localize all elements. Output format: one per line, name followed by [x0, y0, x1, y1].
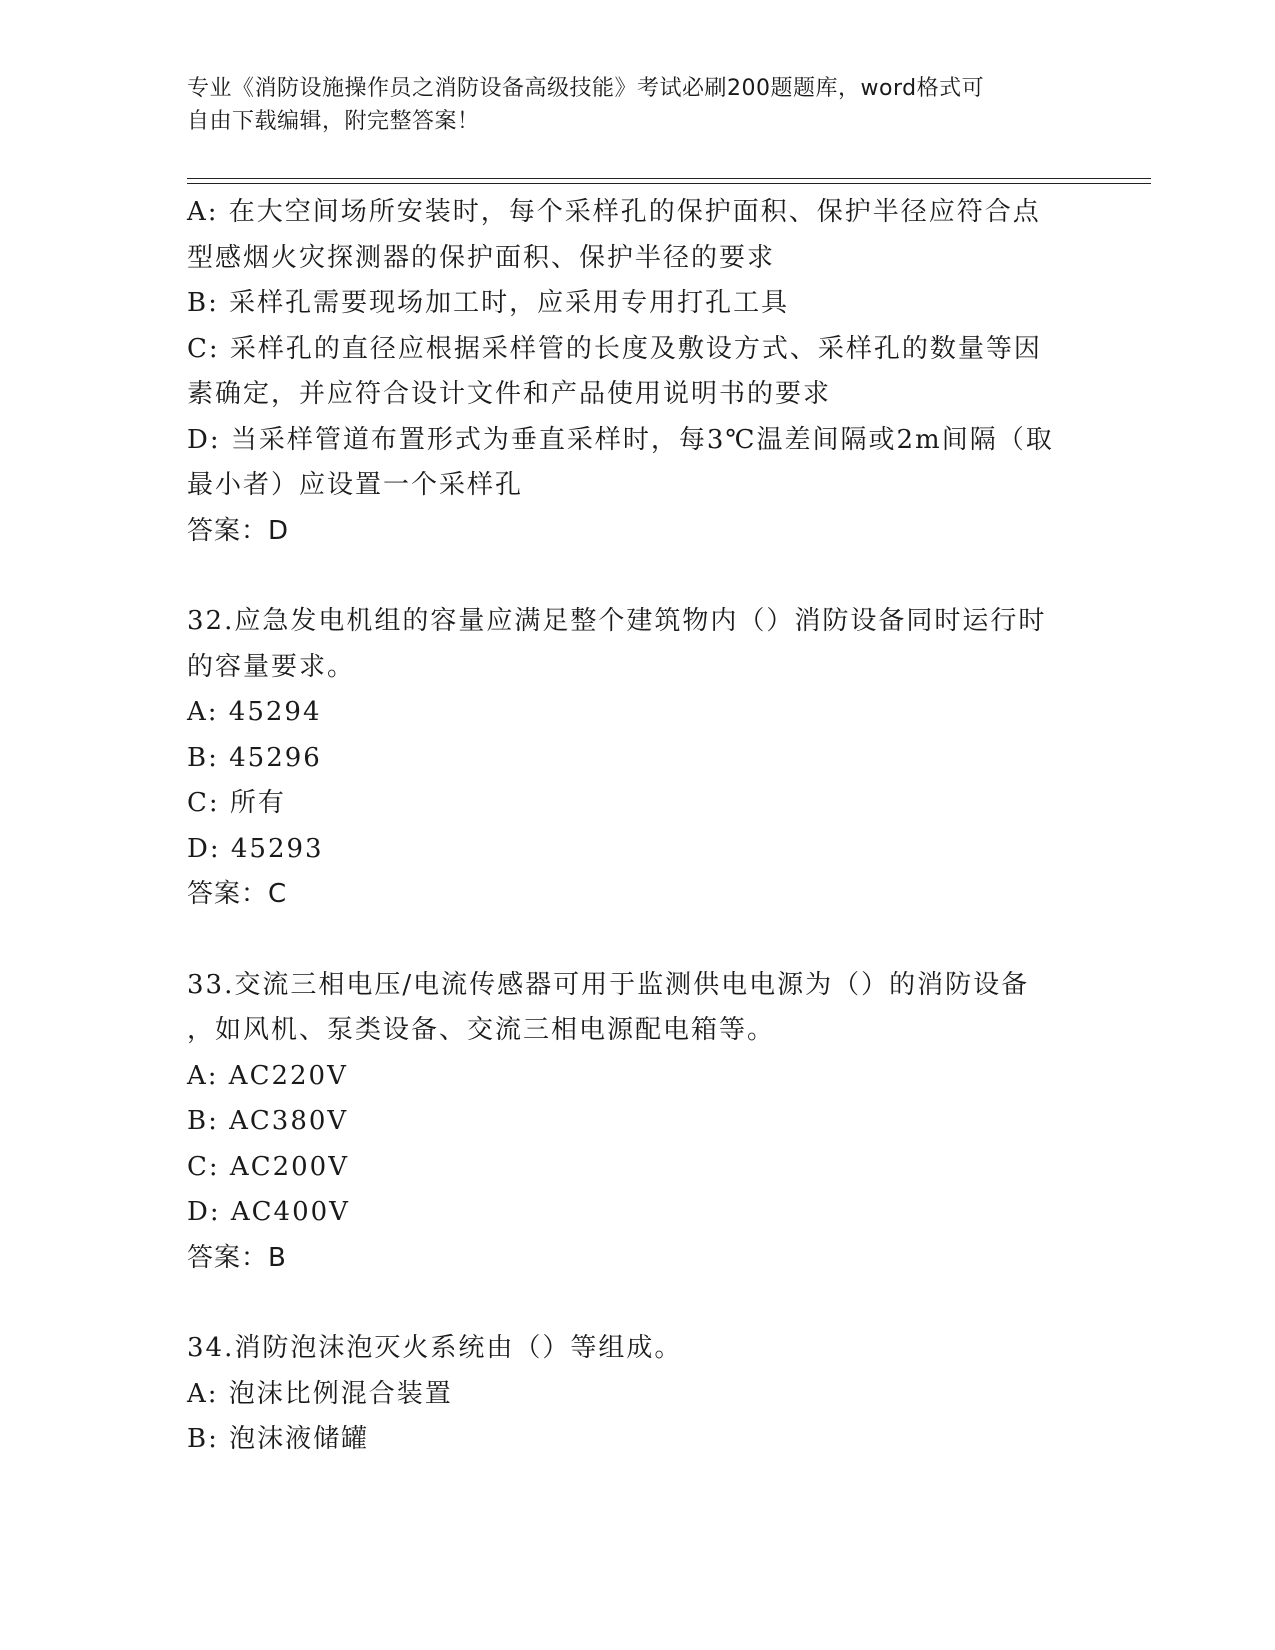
- answer-line: 答案：C: [187, 879, 288, 909]
- option-line: 最小者）应设置一个采样孔: [187, 470, 524, 500]
- question-content: [187, 190, 1087, 1463]
- header-line-2: 自由下载编辑，附完整答案！: [187, 109, 480, 134]
- option-line: D: AC400V: [187, 1197, 350, 1227]
- header-divider-bottom: [187, 183, 1151, 184]
- option-line: A: AC220V: [187, 1060, 348, 1091]
- answer-line: 答案：B: [187, 1242, 287, 1273]
- header-line-1: 专业《消防设施操作员之消防设备高级技能》考试必刷200题题库，word格式可: [187, 76, 985, 101]
- option-line: C: 采样孔的直径应根据采样管的长度及敷设方式、采样孔的数量等因: [187, 333, 1042, 364]
- option-line: C: AC200V: [187, 1151, 349, 1182]
- question-31: [187, 190, 1087, 554]
- option-line: B: 泡沫液储罐: [187, 1424, 370, 1454]
- question-32: [187, 599, 1087, 918]
- option-line: A: 在大空间场所安装时，每个采样孔的保护面积、保护半径应符合点: [187, 197, 1041, 227]
- question-stem: 的容量要求。: [187, 651, 356, 682]
- question-stem: 33.交流三相电压/电流传感器可用于监测供电电源为（）的消防设备: [187, 969, 1030, 1000]
- option-line: A: 45294: [187, 697, 322, 727]
- answer-line: 答案：D: [187, 515, 290, 546]
- question-stem: 32.应急发电机组的容量应满足整个建筑物内（）消防设备同时运行时: [187, 606, 1047, 636]
- option-line: D: 当采样管道布置形式为垂直采样时，每3℃温差间隔或2m间隔（取: [187, 424, 1054, 455]
- question-stem: ，如风机、泵类设备、交流三相电源配电箱等。: [187, 1015, 776, 1045]
- option-line: 型感烟火灾探测器的保护面积、保护半径的要求: [187, 242, 776, 273]
- question-34: [187, 1326, 1087, 1463]
- question-33: [187, 963, 1087, 1282]
- option-line: C: 所有: [187, 788, 286, 818]
- option-line: B: 45296: [187, 742, 322, 773]
- option-line: B: AC380V: [187, 1106, 349, 1136]
- option-line: A: 泡沫比例混合装置: [187, 1378, 453, 1409]
- header-divider-top: [187, 178, 1151, 179]
- question-stem: 34.消防泡沫泡灭火系统由（）等组成。: [187, 1333, 683, 1363]
- option-line: 素确定，并应符合设计文件和产品使用说明书的要求: [187, 379, 832, 409]
- option-line: B: 采样孔需要现场加工时，应采用专用打孔工具: [187, 288, 790, 318]
- option-line: D: 45293: [187, 833, 324, 864]
- document-header: [187, 72, 1087, 138]
